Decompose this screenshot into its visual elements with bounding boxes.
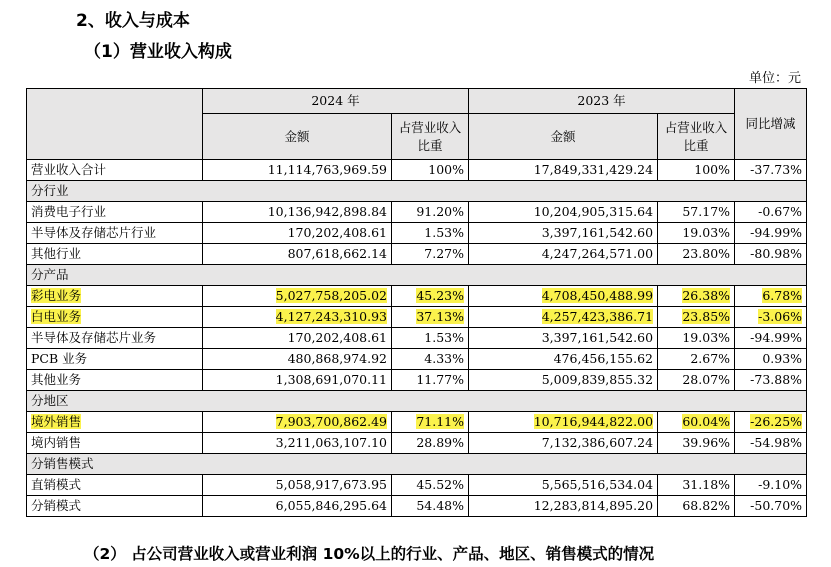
category-label: 分销售模式 bbox=[27, 454, 807, 475]
row-label: 营业收入合计 bbox=[27, 160, 203, 181]
amount-2024-cell: 807,618,662.14 bbox=[203, 244, 392, 265]
amount-2023-cell: 17,849,331,429.24 bbox=[469, 160, 658, 181]
table-row bbox=[27, 160, 807, 181]
header-yoy: 同比增减 bbox=[735, 89, 807, 160]
share-2024-cell: 11.77% bbox=[392, 370, 469, 391]
header-amount-2024: 金额 bbox=[203, 114, 392, 160]
table-row bbox=[27, 412, 807, 433]
yoy-cell: -37.73% bbox=[735, 160, 807, 181]
header-blank-cell bbox=[27, 89, 203, 160]
share-2024-cell: 7.27% bbox=[392, 244, 469, 265]
share-2023-cell: 28.07% bbox=[658, 370, 735, 391]
highlighted-text: 4,127,243,310.93 bbox=[275, 309, 387, 324]
share-2024-cell bbox=[392, 307, 469, 328]
share-2023-cell: 2.67% bbox=[658, 349, 735, 370]
highlighted-text: 60.04% bbox=[682, 414, 731, 429]
category-row bbox=[27, 391, 807, 412]
category-row bbox=[27, 454, 807, 475]
share-2023-cell: 39.96% bbox=[658, 433, 735, 454]
table-row bbox=[27, 496, 807, 517]
table-row bbox=[27, 307, 807, 328]
yoy-cell: 0.93% bbox=[735, 349, 807, 370]
amount-2023-cell: 5,565,516,534.04 bbox=[469, 475, 658, 496]
share-2023-cell bbox=[658, 412, 735, 433]
amount-2023-cell: 3,397,161,542.60 bbox=[469, 223, 658, 244]
amount-2024-cell: 480,868,974.92 bbox=[203, 349, 392, 370]
yoy-cell: -0.67% bbox=[735, 202, 807, 223]
highlighted-text: 彩电业务 bbox=[31, 288, 82, 303]
share-2024-cell: 4.33% bbox=[392, 349, 469, 370]
amount-2024-cell: 170,202,408.61 bbox=[203, 223, 392, 244]
category-label: 分地区 bbox=[27, 391, 807, 412]
share-2023-cell: 100% bbox=[658, 160, 735, 181]
highlighted-text: 10,716,944,822.00 bbox=[533, 414, 654, 429]
table-row bbox=[27, 349, 807, 370]
row-label: 其他业务 bbox=[27, 370, 203, 391]
share-2023-cell: 23.80% bbox=[658, 244, 735, 265]
highlighted-text: 境外销售 bbox=[31, 414, 82, 429]
yoy-cell: -73.88% bbox=[735, 370, 807, 391]
table-row bbox=[27, 244, 807, 265]
highlighted-text: -3.06% bbox=[758, 309, 803, 324]
amount-2023-cell: 4,247,264,571.00 bbox=[469, 244, 658, 265]
amount-2023-cell: 12,283,814,895.20 bbox=[469, 496, 658, 517]
table-row bbox=[27, 475, 807, 496]
highlighted-text: 23.85% bbox=[682, 309, 731, 324]
row-label: PCB 业务 bbox=[27, 349, 203, 370]
highlighted-text: -26.25% bbox=[750, 414, 803, 429]
row-label: 直销模式 bbox=[27, 475, 203, 496]
yoy-cell: -54.98% bbox=[735, 433, 807, 454]
highlighted-text: 26.38% bbox=[682, 288, 731, 303]
row-label: 半导体及存储芯片业务 bbox=[27, 328, 203, 349]
amount-2023-cell: 5,009,839,855.32 bbox=[469, 370, 658, 391]
yoy-cell: -50.70% bbox=[735, 496, 807, 517]
share-2024-cell bbox=[392, 286, 469, 307]
category-row bbox=[27, 181, 807, 202]
highlighted-text: 5,027,758,205.02 bbox=[275, 288, 387, 303]
row-label bbox=[27, 286, 203, 307]
row-label: 分销模式 bbox=[27, 496, 203, 517]
header-share-2023: 占营业收入比重 bbox=[658, 114, 735, 160]
row-label bbox=[27, 412, 203, 433]
yoy-cell: -80.98% bbox=[735, 244, 807, 265]
category-label: 分产品 bbox=[27, 265, 807, 286]
share-2023-cell bbox=[658, 286, 735, 307]
header-amount-2023: 金额 bbox=[469, 114, 658, 160]
amount-2023-cell: 3,397,161,542.60 bbox=[469, 328, 658, 349]
amount-2024-cell: 3,211,063,107.10 bbox=[203, 433, 392, 454]
share-2024-cell: 100% bbox=[392, 160, 469, 181]
amount-2024-cell bbox=[203, 307, 392, 328]
row-label: 其他行业 bbox=[27, 244, 203, 265]
share-2023-cell: 19.03% bbox=[658, 223, 735, 244]
highlighted-text: 4,257,423,386.71 bbox=[541, 309, 654, 324]
table-body bbox=[27, 160, 807, 517]
unit-label: 单位：元 bbox=[748, 71, 801, 86]
highlighted-text: 37.13% bbox=[416, 309, 465, 324]
yoy-cell bbox=[735, 307, 807, 328]
share-2023-cell: 57.17% bbox=[658, 202, 735, 223]
amount-2024-cell: 1,308,691,070.11 bbox=[203, 370, 392, 391]
subsection-heading: （1）营业收入构成 bbox=[84, 42, 232, 62]
share-2023-cell: 68.82% bbox=[658, 496, 735, 517]
row-label: 半导体及存储芯片行业 bbox=[27, 223, 203, 244]
share-2023-cell: 19.03% bbox=[658, 328, 735, 349]
share-2024-cell: 1.53% bbox=[392, 223, 469, 244]
share-2023-cell: 31.18% bbox=[658, 475, 735, 496]
table-row bbox=[27, 223, 807, 244]
amount-2023-cell bbox=[469, 286, 658, 307]
amount-2023-cell: 7,132,386,607.24 bbox=[469, 433, 658, 454]
table-row bbox=[27, 202, 807, 223]
amount-2024-cell: 5,058,917,673.95 bbox=[203, 475, 392, 496]
highlighted-text: 7,903,700,862.49 bbox=[275, 414, 387, 429]
yoy-cell bbox=[735, 286, 807, 307]
amount-2023-cell: 476,456,155.62 bbox=[469, 349, 658, 370]
highlighted-text: 6.78% bbox=[762, 288, 803, 303]
yoy-cell bbox=[735, 412, 807, 433]
amount-2024-cell: 10,136,942,898.84 bbox=[203, 202, 392, 223]
share-2024-cell: 28.89% bbox=[392, 433, 469, 454]
share-2024-cell bbox=[392, 412, 469, 433]
table-row bbox=[27, 433, 807, 454]
row-label bbox=[27, 307, 203, 328]
share-2023-cell bbox=[658, 307, 735, 328]
amount-2024-cell bbox=[203, 412, 392, 433]
amount-2024-cell bbox=[203, 286, 392, 307]
highlighted-text: 4,708,450,488.99 bbox=[541, 288, 654, 303]
yoy-cell: -9.10% bbox=[735, 475, 807, 496]
amount-2024-cell: 6,055,846,295.64 bbox=[203, 496, 392, 517]
share-2024-cell: 1.53% bbox=[392, 328, 469, 349]
header-year-2023: 2023 年 bbox=[469, 89, 735, 114]
share-2024-cell: 91.20% bbox=[392, 202, 469, 223]
next-section-heading: （2） 占公司营业收入或营业利润 10%以上的行业、产品、地区、销售模式的情况 bbox=[84, 545, 655, 563]
amount-2023-cell bbox=[469, 412, 658, 433]
row-label: 消费电子行业 bbox=[27, 202, 203, 223]
share-2024-cell: 45.52% bbox=[392, 475, 469, 496]
highlighted-text: 45.23% bbox=[416, 288, 465, 303]
revenue-composition-table bbox=[26, 88, 807, 517]
row-label: 境内销售 bbox=[27, 433, 203, 454]
header-share-2024: 占营业收入比重 bbox=[392, 114, 469, 160]
amount-2024-cell: 11,114,763,969.59 bbox=[203, 160, 392, 181]
highlighted-text: 71.11% bbox=[416, 414, 465, 429]
share-2024-cell: 54.48% bbox=[392, 496, 469, 517]
highlighted-text: 白电业务 bbox=[31, 309, 82, 324]
amount-2023-cell: 10,204,905,315.64 bbox=[469, 202, 658, 223]
amount-2024-cell: 170,202,408.61 bbox=[203, 328, 392, 349]
yoy-cell: -94.99% bbox=[735, 223, 807, 244]
category-label: 分行业 bbox=[27, 181, 807, 202]
amount-2023-cell bbox=[469, 307, 658, 328]
table-row bbox=[27, 328, 807, 349]
section-heading: 2、收入与成本 bbox=[76, 11, 190, 31]
table-row bbox=[27, 286, 807, 307]
table-row bbox=[27, 370, 807, 391]
yoy-cell: -94.99% bbox=[735, 328, 807, 349]
header-year-2024: 2024 年 bbox=[203, 89, 469, 114]
category-row bbox=[27, 265, 807, 286]
